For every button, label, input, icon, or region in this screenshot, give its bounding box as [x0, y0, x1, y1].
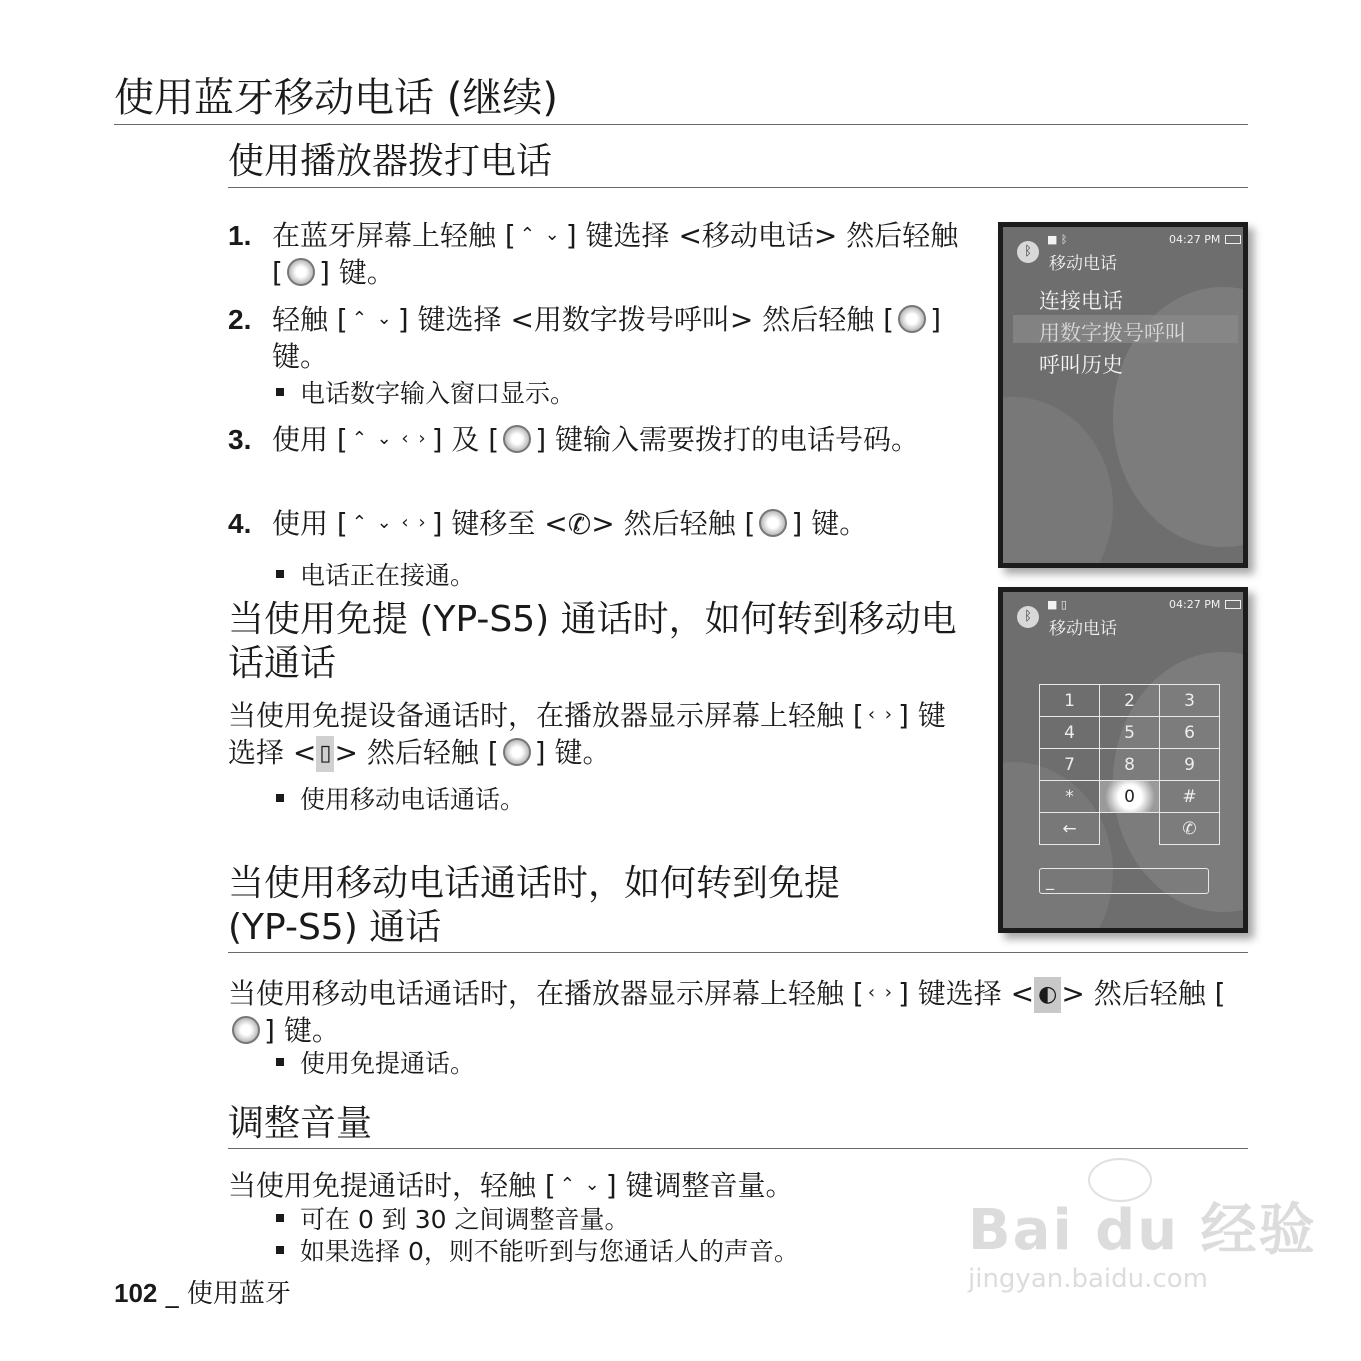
- device-screen-keypad: [998, 587, 1248, 933]
- step-3: [228, 422, 978, 459]
- menu-item-call-history[interactable]: 呼叫历史: [1039, 353, 1123, 377]
- left-right-key-icon: ‹ ›: [867, 704, 894, 725]
- step-number: 3.: [228, 424, 252, 455]
- step-text: ] 键。: [791, 507, 868, 540]
- para-text: ] 键选择 <: [897, 977, 1035, 1010]
- direction-keys-icon: ⌃ ⌄ ‹ ›: [351, 512, 428, 533]
- section4-note-2: 如果选择 0，则不能听到与您通话人的声音。: [276, 1236, 799, 1268]
- step-text: 使用 [: [272, 507, 348, 540]
- step-number: 4.: [228, 508, 252, 539]
- section1-rule: [228, 187, 1248, 188]
- section3-title: 当使用移动电话通话时，如何转到免提 (YP-S5) 通话: [228, 863, 841, 948]
- up-down-key-icon: ⌃ ⌄: [351, 308, 394, 329]
- key-2[interactable]: 2: [1100, 685, 1160, 717]
- para-text: 当使用免提通话时，轻触 [: [228, 1169, 556, 1202]
- page-footer: [114, 1277, 291, 1310]
- page-title: 使用蓝牙移动电话 (继续): [114, 75, 558, 121]
- dial-keypad: [1039, 684, 1220, 845]
- key-hash[interactable]: #: [1160, 781, 1220, 813]
- up-down-key-icon: ⌃ ⌄: [519, 224, 562, 245]
- para-text: 当使用移动电话通话时，在播放器显示屏幕上轻触 [: [228, 977, 864, 1010]
- clock: 04:27 PM: [1169, 233, 1221, 246]
- menu-item-connect[interactable]: 连接电话: [1039, 289, 1123, 313]
- select-key-icon: [503, 425, 531, 453]
- para-text: ] 键选择 <: [228, 699, 946, 769]
- baidu-watermark: Bai du 经验: [968, 1198, 1317, 1263]
- call-icon[interactable]: ✆: [1160, 813, 1220, 845]
- menu-item-dial-number[interactable]: 用数字拨号呼叫: [1039, 321, 1186, 345]
- step-number: 1.: [228, 220, 252, 251]
- section2-title: 当使用免提 (YP-S5) 通话时，如何转到移动电话通话: [228, 599, 957, 684]
- step-text: ] 键。: [272, 303, 942, 373]
- step-2-note: 电话数字输入窗口显示。: [276, 378, 575, 410]
- step-text: ] 键。: [318, 256, 395, 289]
- para-text: ] 键调整音量。: [605, 1169, 794, 1202]
- key-4[interactable]: 4: [1040, 717, 1100, 749]
- step-number: 2.: [228, 304, 252, 335]
- status-icons: ■ ᛒ: [1047, 233, 1068, 246]
- screen-title: 移动电话: [1049, 619, 1117, 639]
- step-text: ] 键选择 <用数字拨号呼叫> 然后轻触 [: [397, 303, 895, 336]
- battery-icon: [1225, 235, 1241, 244]
- step-text: 轻触 [: [272, 303, 348, 336]
- headset-icon: ◐: [1034, 977, 1061, 1013]
- section3-note: 使用免提通话。: [276, 1048, 475, 1080]
- step-text: 使用 [: [272, 423, 348, 456]
- up-down-key-icon: ⌃ ⌄: [559, 1174, 602, 1195]
- footer-label: _ 使用蓝牙: [165, 1279, 291, 1309]
- bluetooth-icon: ᛒ: [1017, 241, 1039, 263]
- battery-icon: [1225, 600, 1241, 609]
- key-8[interactable]: 8: [1100, 749, 1160, 781]
- section1-title: 使用播放器拨打电话: [228, 141, 553, 182]
- select-key-icon: [503, 738, 531, 766]
- title-rule: [114, 124, 1248, 125]
- call-icon: ✆: [567, 508, 592, 541]
- select-key-icon: [898, 305, 926, 333]
- para-text: 当使用免提设备通话时，在播放器显示屏幕上轻触 [: [228, 699, 864, 732]
- section2-note: 使用移动电话通话。: [276, 784, 525, 816]
- step-text: 在蓝牙屏幕上轻触 [: [272, 219, 516, 252]
- para-text: > 然后轻触 [: [1061, 977, 1226, 1010]
- section2-paragraph: [228, 698, 968, 772]
- key-9[interactable]: 9: [1160, 749, 1220, 781]
- section3-paragraph: [228, 976, 1238, 1049]
- key-star[interactable]: *: [1040, 781, 1100, 813]
- phone-icon: ▯: [316, 736, 334, 772]
- select-key-icon: [759, 509, 787, 537]
- section3-rule: [228, 952, 1248, 953]
- key-6[interactable]: 6: [1160, 717, 1220, 749]
- status-icons: ■ ▯: [1047, 598, 1067, 611]
- number-input[interactable]: _: [1039, 868, 1209, 894]
- bluetooth-icon: ᛒ: [1017, 606, 1039, 628]
- watermark-url: jingyan.baidu.com: [968, 1264, 1208, 1294]
- step-2: [228, 302, 978, 375]
- left-right-key-icon: ‹ ›: [867, 982, 894, 1003]
- para-text: ] 键。: [264, 1014, 340, 1047]
- step-text: ] 键选择 <移动电话> 然后轻触 [: [272, 219, 959, 289]
- step-1: [228, 218, 978, 291]
- select-key-icon: [287, 258, 315, 286]
- step-text: > 然后轻触 [: [591, 507, 756, 540]
- key-5[interactable]: 5: [1100, 717, 1160, 749]
- keypad-blank: [1100, 813, 1160, 845]
- key-0[interactable]: 0: [1100, 781, 1160, 813]
- para-text: > 然后轻触 [: [334, 736, 499, 769]
- step-text: ] 键移至 <: [431, 507, 568, 540]
- step-text: ] 及 [: [431, 423, 500, 456]
- section4-rule: [228, 1148, 1248, 1149]
- step-text: ] 键输入需要拨打的电话号码。: [535, 423, 920, 456]
- screen-title: 移动电话: [1049, 254, 1117, 274]
- page-number: 102: [114, 1278, 158, 1308]
- step-4: [228, 506, 978, 543]
- section4-title: 调整音量: [228, 1103, 373, 1144]
- clock: 04:27 PM: [1169, 598, 1221, 611]
- backspace-icon[interactable]: ←: [1040, 813, 1100, 845]
- device-screen-menu: [998, 222, 1248, 568]
- paw-icon: [1088, 1158, 1152, 1202]
- section4-note-1: 可在 0 到 30 之间调整音量。: [276, 1204, 630, 1236]
- key-7[interactable]: 7: [1040, 749, 1100, 781]
- step-4-note: 电话正在接通。: [276, 560, 475, 592]
- select-key-icon: [232, 1016, 260, 1044]
- key-3[interactable]: 3: [1160, 685, 1220, 717]
- direction-keys-icon: ⌃ ⌄ ‹ ›: [351, 428, 428, 449]
- key-1[interactable]: 1: [1040, 685, 1100, 717]
- section4-paragraph: [228, 1168, 794, 1205]
- background-swirl: [998, 397, 1113, 568]
- para-text: ] 键。: [534, 736, 611, 769]
